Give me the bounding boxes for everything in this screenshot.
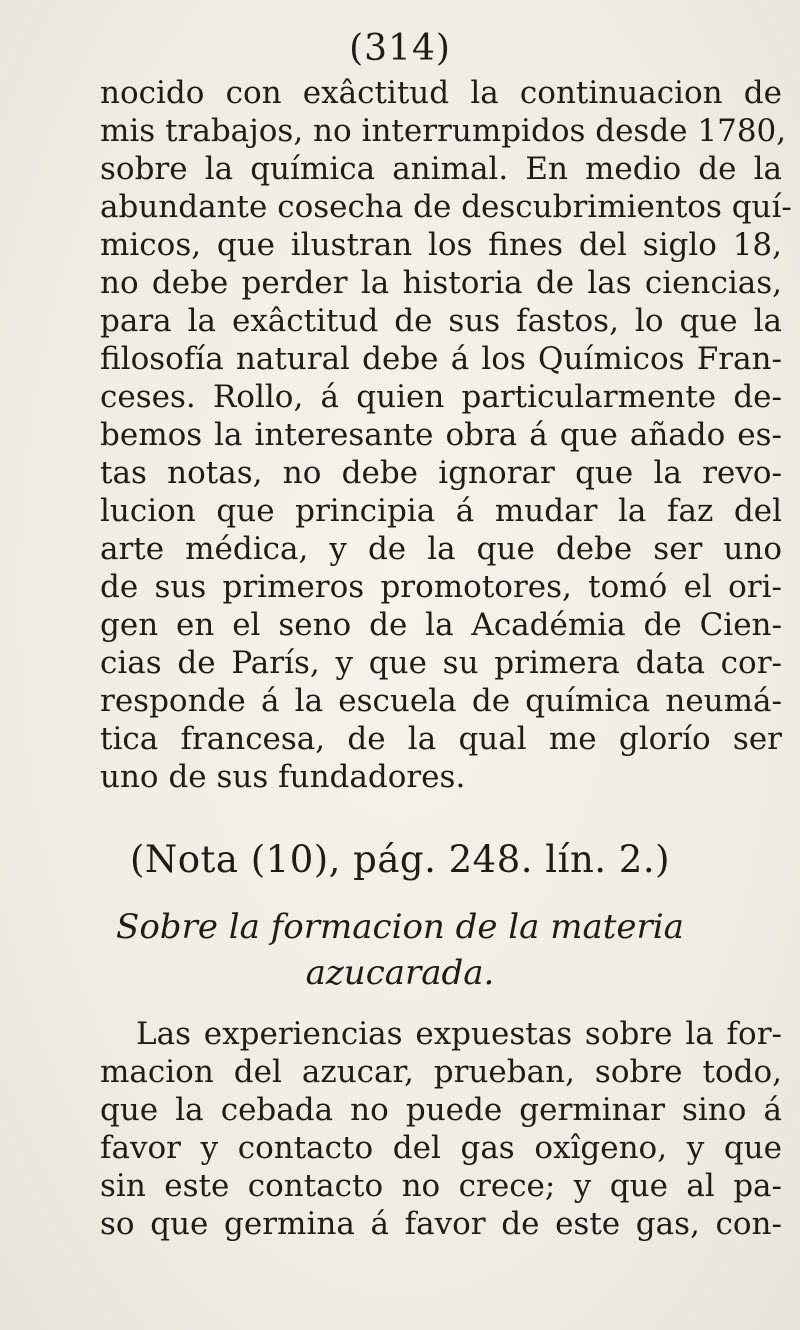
text-line: abundante cosecha de descubrimientos quí- <box>100 189 792 225</box>
text-line: filosofía natural debe á los Químicos Fran- <box>100 341 782 377</box>
paragraph-continuation <box>100 74 792 796</box>
text-line: micos, que ilustran los fines del siglo 18, <box>100 227 782 263</box>
text-line: nocido con exâctitud la continuacion de <box>100 75 782 111</box>
text-line: lucion que principia á mudar la faz del <box>100 493 782 529</box>
text-line: ceses. Rollo, á quien particularmente de- <box>100 379 782 415</box>
text-line: que la cebada no puede germinar sino á <box>100 1092 782 1128</box>
text-line: cias de París, y que su primera data cor- <box>100 645 782 681</box>
text-line: responde á la escuela de química neumá- <box>100 683 782 719</box>
page-number: (314) <box>349 28 451 69</box>
text-line: de sus primeros promotores, tomó el ori- <box>100 569 782 605</box>
text-line: macion del azucar, prueban, sobre todo, <box>100 1054 782 1090</box>
text-line: bemos la interesante obra á que añado es- <box>100 417 782 453</box>
text-line: so que germina á favor de este gas, con- <box>100 1206 782 1242</box>
note-heading: (Nota (10), pág. 248. lín. 2.) <box>129 838 671 881</box>
text-line: tica francesa, de la qual me glorío ser <box>100 721 782 757</box>
text-line: Las experiencias expuestas sobre la for- <box>136 1016 782 1052</box>
text-line: uno de sus fundadores. <box>100 759 466 795</box>
section-subtitle-line1: Sobre la formacion de la materia <box>116 907 684 947</box>
section-subtitle-line2: azucarada. <box>305 953 495 993</box>
text-line: gen en el seno de la Académia de Cien- <box>100 607 782 643</box>
text-line: para la exâctitud de sus fastos, lo que la <box>100 303 782 339</box>
text-line: favor y contacto del gas oxîgeno, y que <box>100 1130 782 1166</box>
text-line: sobre la química animal. En medio de la <box>100 151 782 187</box>
paragraph-note-body <box>100 1015 782 1243</box>
text-line: mis trabajos, no interrumpidos desde 1780, <box>100 113 787 149</box>
text-line: arte médica, y de la que debe ser uno <box>100 531 782 567</box>
text-line: no debe perder la historia de las ciencias, <box>100 265 782 301</box>
text-line: tas notas, no debe ignorar que la revo- <box>100 455 782 491</box>
text-line: sin este contacto no crece; y que al pa- <box>100 1168 782 1204</box>
